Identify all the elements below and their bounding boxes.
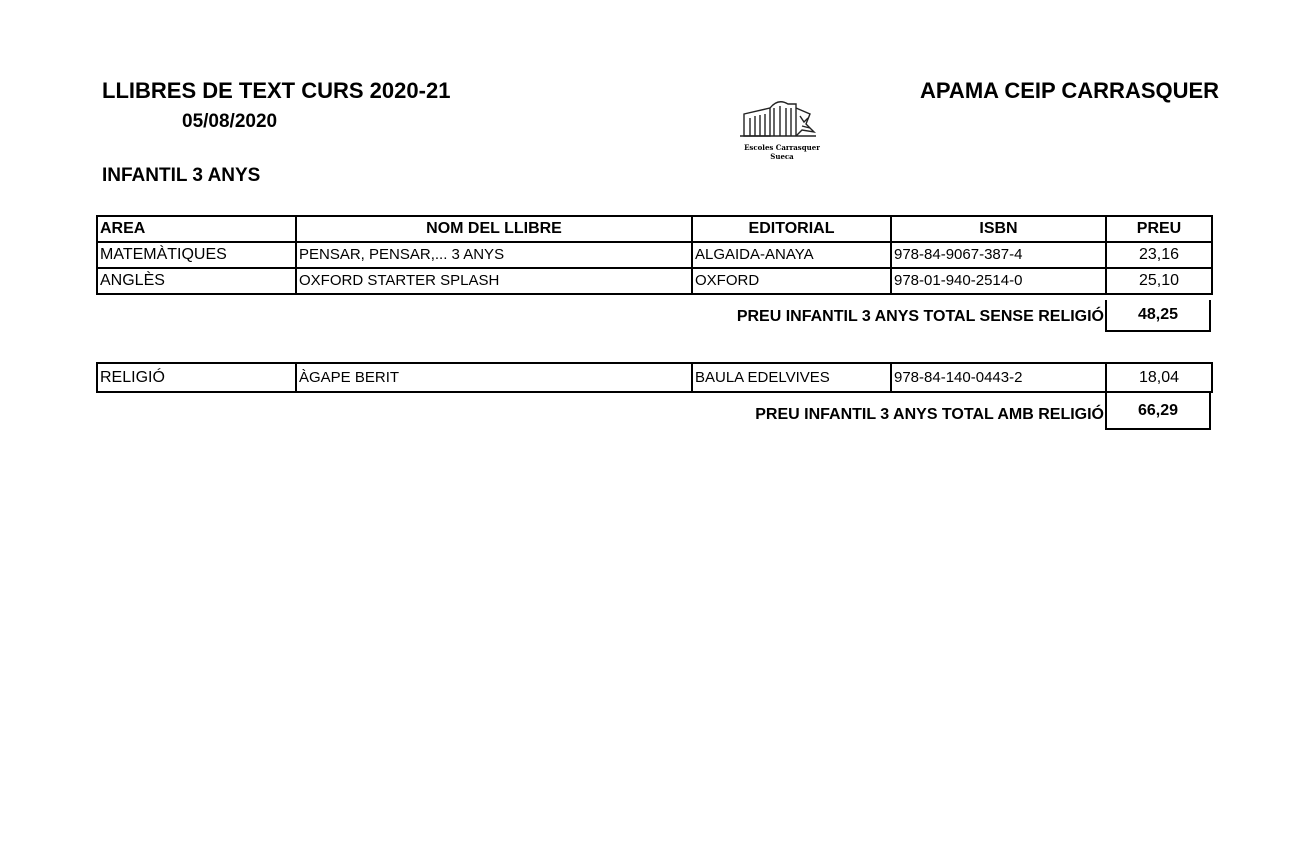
cell-area: MATEMÀTIQUES xyxy=(97,242,296,268)
cell-publisher: ALGAIDA-ANAYA xyxy=(692,242,891,268)
section-title: INFANTIL 3 ANYS xyxy=(102,165,261,186)
school-building-icon xyxy=(730,96,834,144)
religion-table xyxy=(96,362,1213,393)
table-row xyxy=(97,363,1212,392)
table-row xyxy=(97,242,1212,268)
cell-isbn: 978-84-9067-387-4 xyxy=(891,242,1106,268)
cell-book: ÀGAPE BERIT xyxy=(296,363,692,392)
total-with-religion-label: PREU INFANTIL 3 ANYS TOTAL AMB RELIGIÓ xyxy=(755,406,1104,423)
total-with-religion-value: 66,29 xyxy=(1105,393,1211,430)
column-header-area: AREA xyxy=(97,216,296,242)
document-date: 05/08/2020 xyxy=(182,111,278,132)
school-logo xyxy=(730,96,834,166)
cell-area: RELIGIÓ xyxy=(97,363,296,392)
logo-caption-line1: Escoles Carrasquer xyxy=(744,143,820,152)
column-header-isbn: ISBN xyxy=(891,216,1106,242)
logo-caption-line2: Sueca xyxy=(770,152,794,161)
cell-publisher: BAULA EDELVIVES xyxy=(692,363,891,392)
table-header-row xyxy=(97,216,1212,242)
cell-book: PENSAR, PENSAR,... 3 ANYS xyxy=(296,242,692,268)
cell-isbn: 978-84-140-0443-2 xyxy=(891,363,1106,392)
organization-name: APAMA CEIP CARRASQUER xyxy=(920,78,1220,103)
table-row xyxy=(97,268,1212,294)
column-header-book: NOM DEL LLIBRE xyxy=(296,216,692,242)
total-without-religion-label: PREU INFANTIL 3 ANYS TOTAL SENSE RELIGIÓ xyxy=(736,308,1104,325)
column-header-publisher: EDITORIAL xyxy=(692,216,891,242)
cell-price: 23,16 xyxy=(1106,242,1212,268)
cell-book: OXFORD STARTER SPLASH xyxy=(296,268,692,294)
books-table xyxy=(96,215,1213,295)
cell-isbn: 978-01-940-2514-0 xyxy=(891,268,1106,294)
column-header-price: PREU xyxy=(1106,216,1212,242)
cell-publisher: OXFORD xyxy=(692,268,891,294)
document-title: LLIBRES DE TEXT CURS 2020-21 xyxy=(102,78,451,103)
cell-price: 18,04 xyxy=(1106,363,1212,392)
total-without-religion-value: 48,25 xyxy=(1105,300,1211,332)
cell-price: 25,10 xyxy=(1106,268,1212,294)
cell-area: ANGLÈS xyxy=(97,268,296,294)
